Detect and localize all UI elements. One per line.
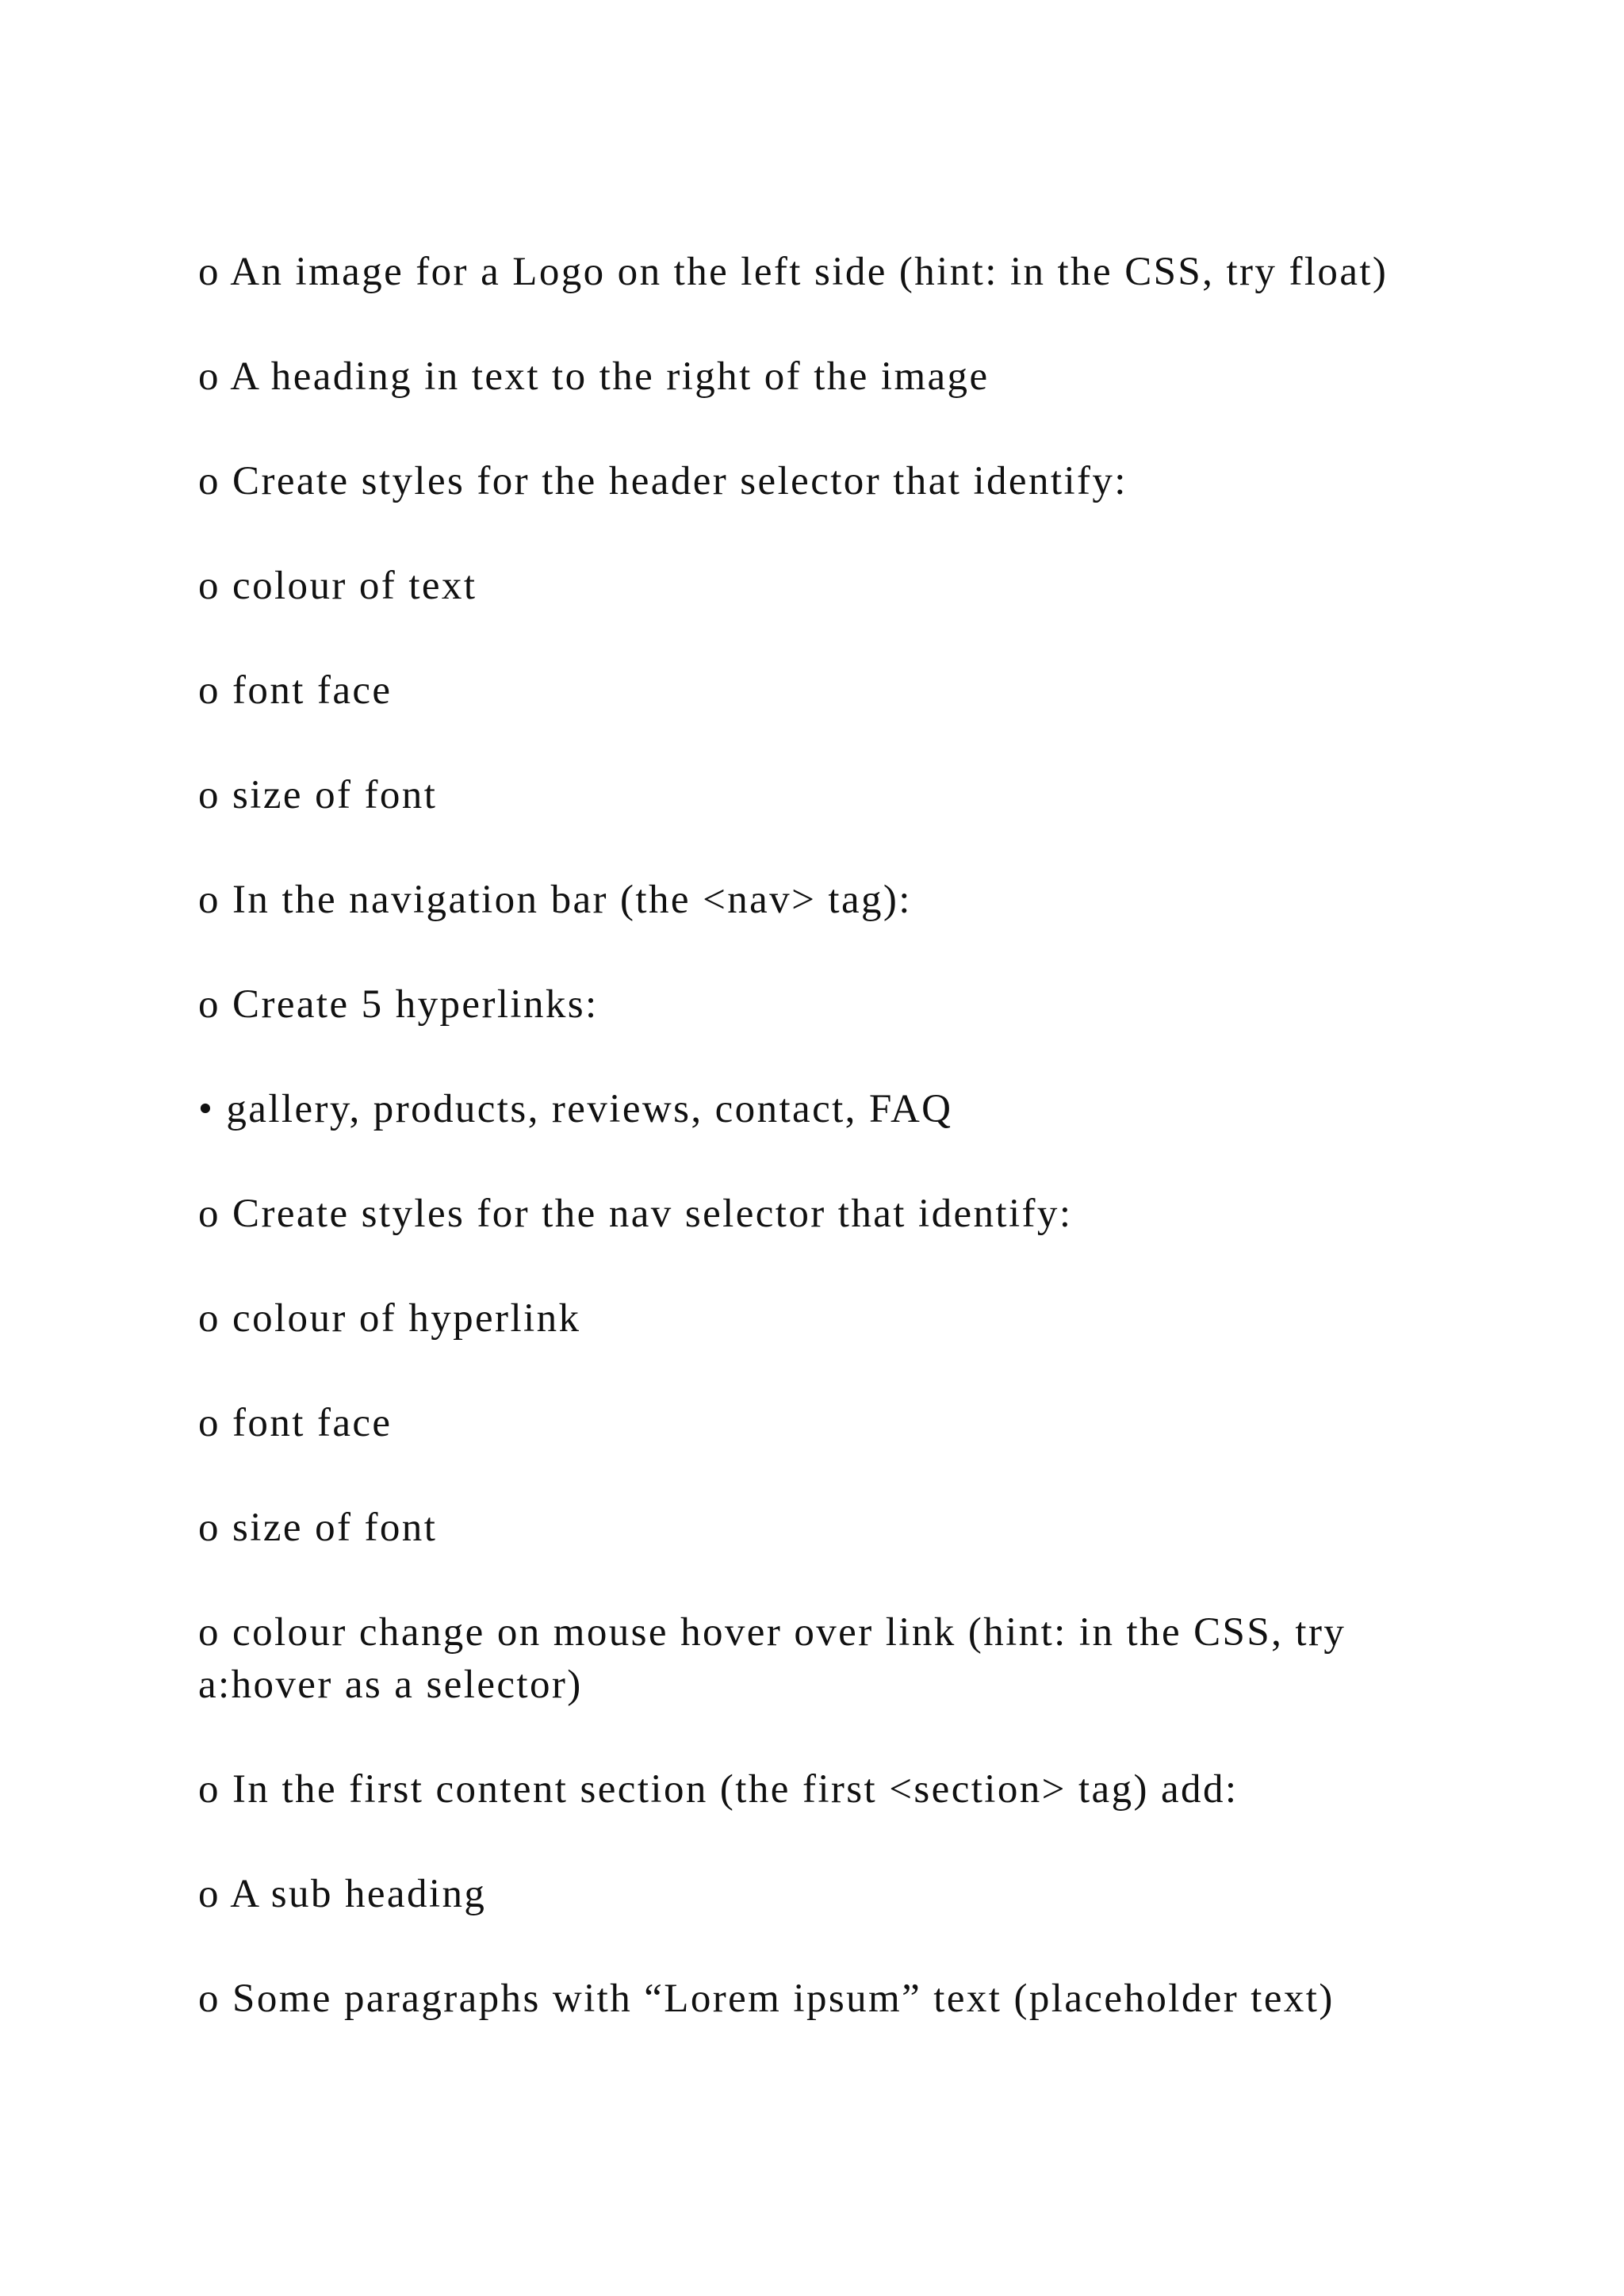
list-item-lorem-paragraphs: o Some paragraphs with “Lorem ipsum” text (placeholder text) xyxy=(198,1976,1335,2021)
list-item-size-of-font: o size of font xyxy=(198,773,438,817)
list-item-sub-heading: o A sub heading xyxy=(198,1872,487,1916)
list-item-font-face: o font face xyxy=(198,668,393,713)
list-item-size-of-font-nav: o size of font xyxy=(198,1506,438,1550)
list-item-navigation-bar: o In the navigation bar (the <nav> tag): xyxy=(198,878,912,922)
list-item-heading-text: o A heading in text to the right of the image xyxy=(198,354,990,399)
document-body xyxy=(198,246,1435,2077)
list-item-create-hyperlinks: o Create 5 hyperlinks: xyxy=(198,982,599,1027)
list-item-font-face-nav: o font face xyxy=(198,1401,393,1445)
list-item-hover-colour: o colour change on mouse hover over link (hint: in the CSS, try a:hover as a selector) xyxy=(198,1610,1346,1707)
list-item-header-styles: o Create styles for the header selector that identify: xyxy=(198,459,1128,503)
list-item-first-section: o In the first content section (the first <section> tag) add: xyxy=(198,1767,1239,1812)
list-item-colour-of-text: o colour of text xyxy=(198,564,477,608)
list-item-hyperlink-names: • gallery, products, reviews, contact, FAQ xyxy=(198,1087,953,1131)
list-item-nav-styles: o Create styles for the nav selector that identify: xyxy=(198,1192,1073,1236)
list-item-logo-image: o An image for a Logo on the left side (hint: in the CSS, try float) xyxy=(198,250,1388,294)
list-item-colour-of-hyperlink: o colour of hyperlink xyxy=(198,1296,581,1341)
